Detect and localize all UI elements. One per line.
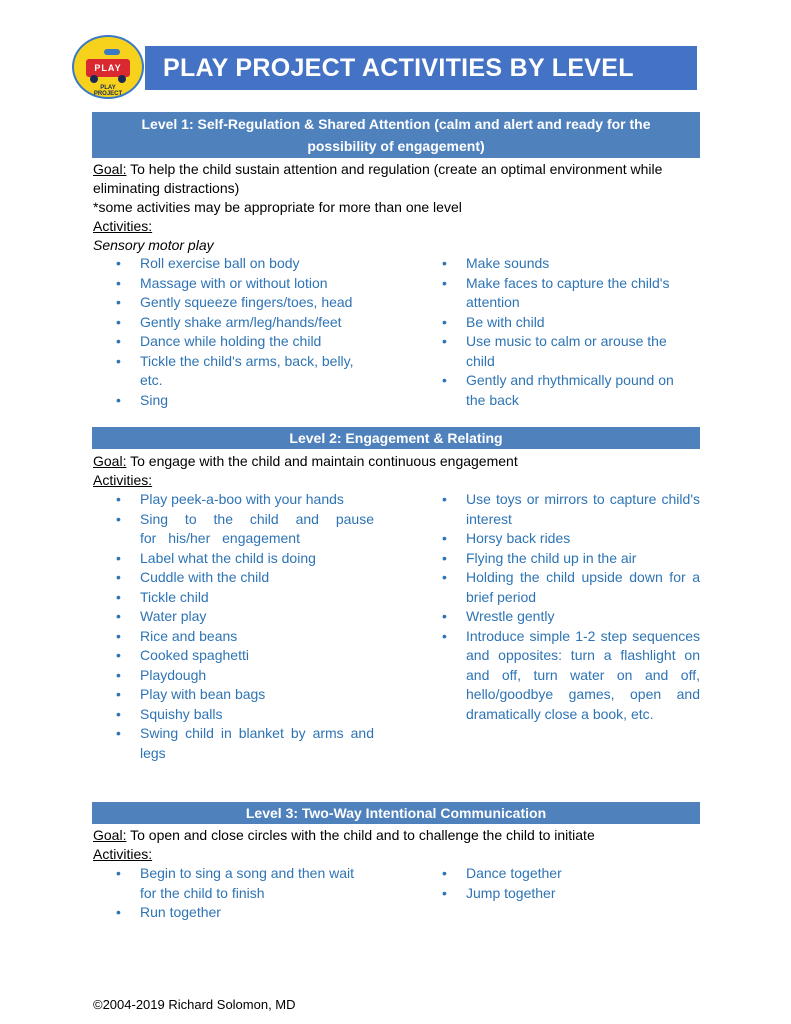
title-bar (145, 46, 697, 90)
level2-heading: Level 2: Engagement & Relating (92, 427, 700, 449)
list-item: • Playdough (116, 666, 374, 686)
list-item: • Gently shake arm/leg/hands/feet (116, 313, 366, 333)
list-item: • Flying the child up in the air (442, 549, 700, 569)
list-item: • Roll exercise ball on body (116, 254, 366, 274)
page-title: PLAY PROJECT ACTIVITIES BY LEVEL (163, 54, 634, 82)
list-item: • Label what the child is doing (116, 549, 374, 569)
list-item: • Gently squeeze fingers/toes, head (116, 293, 366, 313)
level1-subheading: Sensory motor play (93, 237, 214, 253)
list-item: • Introduce simple 1-2 step sequences and opposites: turn a flashlight on and off, turn water on and off, hello/goodbye games, open and dramatically close a book, etc. (442, 627, 700, 725)
level1-heading-line1: Level 1: Self-Regulation & Shared Attention (calm and alert and ready for the (141, 116, 651, 132)
list-item: • Cooked spaghetti (116, 646, 374, 666)
goal-label: Goal: (93, 827, 127, 843)
level1-heading-line2: possibility of engagement) (307, 138, 485, 154)
goal-label: Goal: (93, 453, 127, 469)
list-item: • Use music to calm or arouse the child (442, 332, 682, 371)
list-item: • Water play (116, 607, 374, 627)
goal-text: To help the child sustain attention and regulation (create an optimal environment while (126, 161, 663, 177)
list-item: • Dance together (442, 864, 700, 884)
list-item: • Tickle the child's arms, back, belly, etc. (116, 352, 366, 391)
level3-goal (93, 826, 595, 846)
list-item: • Sing (116, 391, 366, 411)
logo-text: PLAY PROJECT (93, 85, 123, 97)
list-item: • Make faces to capture the child's attention (442, 274, 682, 313)
logo-car-text: PLAY (94, 63, 122, 73)
list-item: • Jump together (442, 884, 700, 904)
level1-right-list (442, 254, 682, 410)
wheel-icon (90, 75, 98, 83)
list-item: • Holding the child upside down for a brief period (442, 568, 700, 607)
goal-text: To open and close circles with the child and to challenge the child to initiate (126, 827, 595, 843)
level1-activities-label: Activities: (93, 218, 153, 234)
list-item: • Gently and rhythmically pound on the back (442, 371, 682, 410)
list-item: • Run together (116, 903, 361, 923)
list-item: • Wrestle gently (442, 607, 700, 627)
list-item: • Be with child (442, 313, 682, 333)
airplane-icon (104, 49, 120, 55)
level3-right-list (442, 864, 700, 903)
list-item: • Swing child in blanket by arms and legs (116, 724, 374, 763)
list-item: • Make sounds (442, 254, 682, 274)
list-item: • Begin to sing a song and then wait for the child to finish (116, 864, 361, 903)
level1-note: *some activities may be appropriate for more than one level (93, 199, 462, 215)
list-item: • Play peek-a-boo with your hands (116, 490, 374, 510)
list-item: • Use toys or mirrors to capture child's interest (442, 490, 700, 529)
level1-heading (92, 112, 700, 158)
list-item: • Rice and beans (116, 627, 374, 647)
level3-activities-label: Activities: (93, 846, 153, 862)
list-item: • Tickle child (116, 588, 374, 608)
level1-left-list (116, 254, 366, 410)
level2-left-list (116, 490, 374, 763)
list-item: • Cuddle with the child (116, 568, 374, 588)
list-item: • Dance while holding the child (116, 332, 366, 352)
list-item: • Massage with or without lotion (116, 274, 366, 294)
level2-right-list (442, 490, 700, 724)
list-item: • Squishy balls (116, 705, 374, 725)
level1-goal (93, 160, 662, 180)
level3-left-list (116, 864, 361, 923)
list-item: • Sing to the child and pause for his/her engagement (116, 510, 374, 549)
list-item: • Play with bean bags (116, 685, 374, 705)
play-project-logo (72, 35, 144, 99)
level2-goal (93, 452, 518, 472)
list-item: • Horsy back rides (442, 529, 700, 549)
wheel-icon (118, 75, 126, 83)
level3-heading: Level 3: Two-Way Intentional Communication (92, 802, 700, 824)
level2-activities-label: Activities: (93, 472, 153, 488)
level1-goal-cont: eliminating distractions) (93, 180, 240, 196)
goal-text: To engage with the child and maintain continuous engagement (126, 453, 518, 469)
goal-label: Goal: (93, 161, 127, 177)
copyright-footer: ©2004-2019 Richard Solomon, MD (93, 997, 296, 1012)
